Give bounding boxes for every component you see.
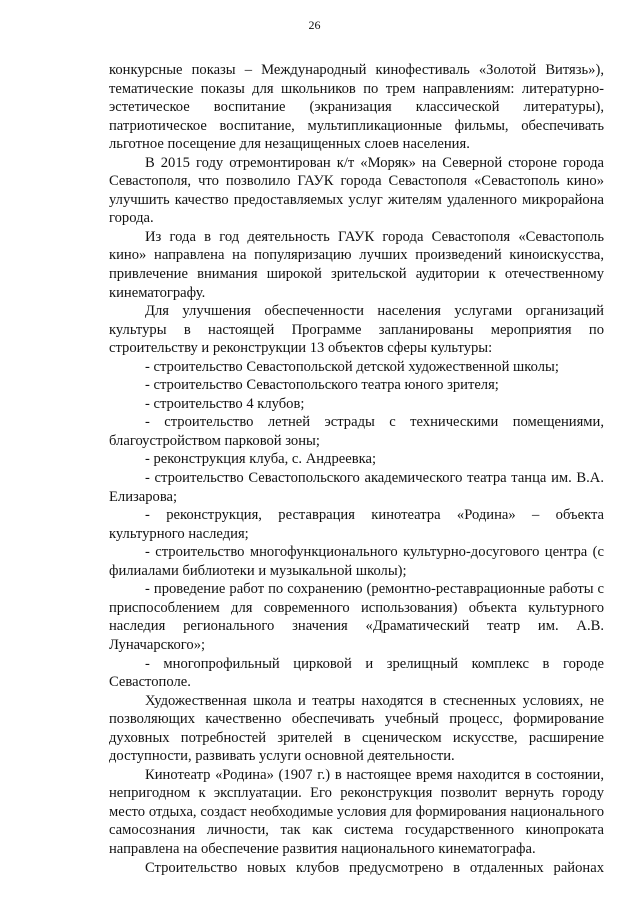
list-item: - реконструкция клуба, с. Андреевка;: [145, 451, 377, 468]
list-item: - многопрофильный цирковой и зрелищный комплекс в городе Севастополе.: [109, 655, 604, 691]
paragraph-program-intro: Для улучшения обеспеченности населения услугами организаций культуры в настоящей Программе запланированы мероприятия по строительству и реконструкции 13 объектов сферы культуры:: [109, 303, 604, 357]
list-item: - строительство Севастопольского театра юного зрителя;: [145, 377, 499, 394]
list-item: - реконструкция, реставрация кинотеатра «Родина» – объекта культурного наследия;: [109, 507, 604, 542]
list-item: - строительство летней эстрады с техническими помещениями, благоустройством парковой зоны;: [109, 414, 604, 449]
paragraph-continuation: конкурсные показы – Международный кинофестиваль «Золотой Витязь»), тематические показы для школьников по трем направлениям: литературно-эстетическое воспитание (экранизация классической литературы), патриотическое воспитание, мультипликационные фильмы, обеспечивать льготное посещение для незащищенных слоев населения.: [109, 62, 604, 153]
document-body: [109, 61, 604, 877]
paragraph-art-school: Художественная школа и театры находятся в стесненных условиях, не позволяющих качественно обеспечивать учебный процесс, формирование духовных потребностей зрителей в сценическом искусстве, расширение доступности, развивать услуги основной деятельности.: [109, 692, 604, 765]
paragraph-rodina-cinema: Кинотеатр «Родина» (1907 г.) в настоящее время находится в состоянии, непригодном к эксплуатации. Его реконструкция позволит вернуть городу место отдыха, создаст необходимые условия для формирования национального самосознания личности, так как система государственного кинопроката направлена на обеспечение развития национального кинематографа.: [109, 766, 604, 857]
list-item: - строительство Севастопольской детской художественной школы;: [145, 358, 559, 375]
list-item: - строительство 4 клубов;: [145, 395, 305, 412]
paragraph-sevastopol-kino: Из года в год деятельность ГАУК города Севастополя «Севастополь кино» направлена на популяризацию лучших произведений киноискусства, привлечение внимания широкой зрительской аудитории к отечественному кинематографу.: [109, 228, 604, 301]
list-item: - проведение работ по сохранению (ремонтно-реставрационные работы с приспособлением для современного использования) объекта культурного наследия регионального значения «Драматический театр им. А.В. Луначарского»;: [109, 581, 604, 653]
list-item: - строительство Севастопольского академического театра танца им. В.А. Елизарова;: [109, 470, 604, 505]
paragraph-new-clubs: Строительство новых клубов предусмотрено в отдаленных районах: [145, 859, 604, 876]
list-item: - строительство многофункционального культурно-досугового центра (с филиалами библиотеки и музыкальной школы);: [109, 544, 604, 579]
paragraph-moryak-cinema: В 2015 году отремонтирован к/т «Моряк» на Северной стороне города Севастополя, что позволило ГАУК города Севастополя «Севастополь кино» улучшить качество предоставляемых услуг жителям удаленного микрорайона города.: [109, 154, 604, 227]
page-number: 26: [308, 18, 321, 32]
